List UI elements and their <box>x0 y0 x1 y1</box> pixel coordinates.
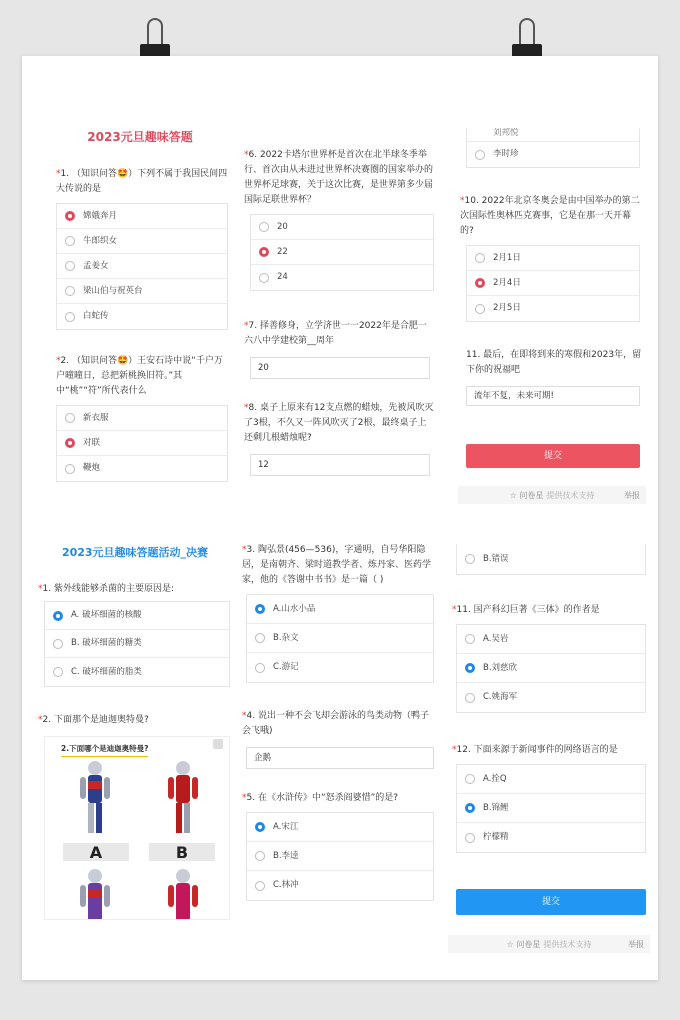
s2-q4-input[interactable]: 企鹅 <box>246 747 434 769</box>
radio[interactable] <box>65 286 75 296</box>
s2-q2-text: *2. 下面那个是迪迦奥特曼? <box>38 715 149 725</box>
s1-q11-input[interactable]: 流年不复，未来可期! <box>466 386 640 406</box>
s1-submit-button[interactable]: 提交 <box>466 444 640 468</box>
s2-q11-option[interactable]: B.刘慈欣 <box>457 654 645 683</box>
radio-selected[interactable] <box>65 438 75 448</box>
s2-submit-button[interactable]: 提交 <box>456 889 646 915</box>
s1-q6-option[interactable]: 22 <box>251 240 433 265</box>
s2-q12-option[interactable]: B.锦鲤 <box>457 794 645 823</box>
s2-col3 <box>452 544 650 953</box>
radio[interactable] <box>475 304 485 314</box>
s1-q1-option[interactable]: 梁山伯与祝英台 <box>57 279 227 304</box>
radio[interactable] <box>65 312 75 322</box>
s2-q1-option[interactable]: A. 破坏细菌的核酸 <box>45 602 229 630</box>
support-text: 提供技术支持 <box>543 939 592 949</box>
s1-q8-text: *8. 桌子上原来有12支点燃的蜡烛，先被风吹灭了3根，不久又一阵风吹灭了2根，最终桌子上还剩几根蜡烛呢? <box>244 403 434 443</box>
s1-q10-text: *10. 2022年北京冬奥会是由中国举办的第二次国际性奥林匹克赛事，它是在那一天开幕的? <box>460 196 640 236</box>
s1-q10-option[interactable]: 2月5日 <box>467 296 639 321</box>
radio[interactable] <box>465 833 475 843</box>
radio[interactable] <box>465 693 475 703</box>
star-icon: ☆ <box>506 939 514 949</box>
s2-q12-option[interactable]: 柠檬精 <box>457 823 645 852</box>
s1-q2-text: *2. （知识问答🤩）王安石诗中说“千户万户曈曈日，总把新桃换旧符。”其中“桃”“符”所代表什么 <box>56 356 223 396</box>
s1-q2-option[interactable]: 对联 <box>57 431 227 456</box>
s1-q2-option[interactable]: 新衣服 <box>57 406 227 431</box>
s1-q1-option[interactable]: 牛郎织女 <box>57 229 227 254</box>
radio-selected[interactable] <box>475 278 485 288</box>
s2-q1-options <box>44 601 230 687</box>
s2-q12-options <box>456 764 646 853</box>
s1-col2 <box>244 148 434 476</box>
s2-q11-options <box>456 624 646 713</box>
s1-q1-options <box>56 203 228 330</box>
s2-q12-option[interactable]: A.拴Q <box>457 765 645 794</box>
s1-q6-option[interactable]: 24 <box>251 265 433 290</box>
s1-q1-text: *1. （知识问答🤩）下列不属于我国民间四大传说的是 <box>56 169 228 194</box>
radio-selected[interactable] <box>255 822 265 832</box>
s1-q10-option[interactable]: 2月1日 <box>467 246 639 271</box>
s1-q10-option[interactable]: 2月4日 <box>467 271 639 296</box>
radio[interactable] <box>259 222 269 232</box>
s2-q5-options <box>246 812 434 901</box>
s2-q3-option[interactable]: A.山水小品 <box>247 595 433 624</box>
s1-q10-options <box>466 245 640 322</box>
bookmark-icon <box>213 739 223 749</box>
s1-footer <box>458 486 646 504</box>
report-link[interactable]: 举报 <box>628 939 644 949</box>
s2-q5-text: *5. 在《水浒传》中“怒杀阎婆惜”的是? <box>242 793 399 803</box>
radio[interactable] <box>255 663 265 673</box>
s2-q5-option[interactable]: A.宋江 <box>247 813 433 842</box>
radio[interactable] <box>65 236 75 246</box>
brand-link[interactable]: 问卷星 <box>519 490 544 500</box>
s2-q3-option[interactable]: C.游记 <box>247 653 433 682</box>
s1-q7-text: *7. 择善修身，立学济世一一2022年是合肥一六八中学建校第__周年 <box>244 321 427 346</box>
s1-q1-option[interactable]: 白蛇传 <box>57 304 227 329</box>
s2-col2 <box>242 543 436 901</box>
support-text: 提供技术支持 <box>546 490 595 500</box>
radio[interactable] <box>475 150 485 160</box>
radio-selected[interactable] <box>53 611 63 621</box>
s2-q1-text: *1. 紫外线能够杀菌的主要原因是: <box>38 584 174 594</box>
radio-selected[interactable] <box>259 247 269 257</box>
s2-q1-option[interactable]: C. 破坏细菌的脂类 <box>45 658 229 686</box>
s1-q2-options <box>56 405 228 482</box>
radio-selected[interactable] <box>255 604 265 614</box>
radio[interactable] <box>259 273 269 283</box>
s1-q6-option[interactable]: 20 <box>251 215 433 240</box>
s2-q2-image <box>44 736 230 920</box>
s1-q8-input[interactable]: 12 <box>250 454 430 476</box>
s1-q1-option[interactable]: 嫦娥奔月 <box>57 204 227 229</box>
s2-q5-option[interactable]: B.李逵 <box>247 842 433 871</box>
s2-q12-text: *12. 下面来源于新闻事件的网络语言的是 <box>452 745 618 755</box>
star-icon: ☆ <box>509 490 517 500</box>
s2-footer <box>448 935 650 953</box>
label-b: B <box>149 843 215 861</box>
s1-col3 <box>460 128 642 504</box>
label-a: A <box>63 843 129 861</box>
s2-q10-option[interactable]: B.错误 <box>457 544 645 574</box>
report-link[interactable]: 举报 <box>624 490 640 500</box>
radio[interactable] <box>53 639 63 649</box>
radio[interactable] <box>465 554 475 564</box>
s1-q6-options <box>250 214 434 291</box>
s1-q6-text: *6. 2022卡塔尔世界杯是首次在北半球冬季举行、首次由从未进过世界杯决赛圈的国家举办的世界杯足球赛，关于这次比赛，是世界第多少届国际足联世界杯？ <box>244 150 434 205</box>
s2-q3-option[interactable]: B.杂文 <box>247 624 433 653</box>
s2-q1-option[interactable]: B. 破坏细菌的糖类 <box>45 630 229 658</box>
s1-q2-option[interactable]: 鞭炮 <box>57 456 227 481</box>
s2-q4-text: *4. 说出一种不会飞却会游泳的鸟类动物（鸭子会飞哦) <box>242 711 429 736</box>
ultraman-a-figure <box>75 759 115 839</box>
s2-q11-option[interactable]: A.吴岩 <box>457 625 645 654</box>
s1-col1 <box>52 130 228 482</box>
radio[interactable] <box>465 774 475 784</box>
ultraman-b-figure <box>163 759 203 839</box>
radio[interactable] <box>53 667 63 677</box>
s1-q9-option[interactable]: 李时珍 <box>467 142 639 167</box>
image-caption: 2.下面哪个是迪迦奥特曼? <box>61 741 148 757</box>
s2-col1 <box>38 545 232 920</box>
radio[interactable] <box>465 634 475 644</box>
radio[interactable] <box>255 851 265 861</box>
s1-q7-input[interactable]: 20 <box>250 357 430 379</box>
radio[interactable] <box>65 261 75 271</box>
s2-q3-text: *3. 陶弘景(456—536)，字通明，自号华阳隐居，是南朝齐、梁时道教学者、炼丹家、医药学家，他的《答谢中书书》是一篇（ ) <box>242 545 432 585</box>
radio[interactable] <box>255 881 265 891</box>
s1-title: 2023元旦趣味答题 <box>87 130 193 144</box>
radio[interactable] <box>475 253 485 263</box>
s2-q11-option[interactable]: C.姚海军 <box>457 683 645 712</box>
ultraman-d-figure <box>163 867 203 920</box>
s2-q3-options <box>246 594 434 683</box>
radio-selected[interactable] <box>65 211 75 221</box>
s2-q11-text: *11. 国产科幻巨著《三体》的作者是 <box>452 605 600 615</box>
s2-title: 2023元旦趣味答题活动_决赛 <box>61 546 209 559</box>
s1-q11-text: 11. 最后，在即将到来的寒假和2023年，留下你的祝福吧 <box>466 350 642 375</box>
s1-q9-option-partial[interactable]: 刘邦悦 <box>467 128 639 142</box>
radio[interactable] <box>255 633 265 643</box>
s2-q5-option[interactable]: C.林冲 <box>247 871 433 900</box>
brand-link[interactable]: 问卷星 <box>516 939 541 949</box>
ultraman-c-figure <box>75 867 115 920</box>
radio-selected[interactable] <box>465 663 475 673</box>
s2-q10-options <box>456 544 646 575</box>
radio[interactable] <box>65 413 75 423</box>
s1-q1-option[interactable]: 孟姜女 <box>57 254 227 279</box>
radio[interactable] <box>65 464 75 474</box>
s1-q9-options <box>466 128 640 168</box>
radio-selected[interactable] <box>465 803 475 813</box>
